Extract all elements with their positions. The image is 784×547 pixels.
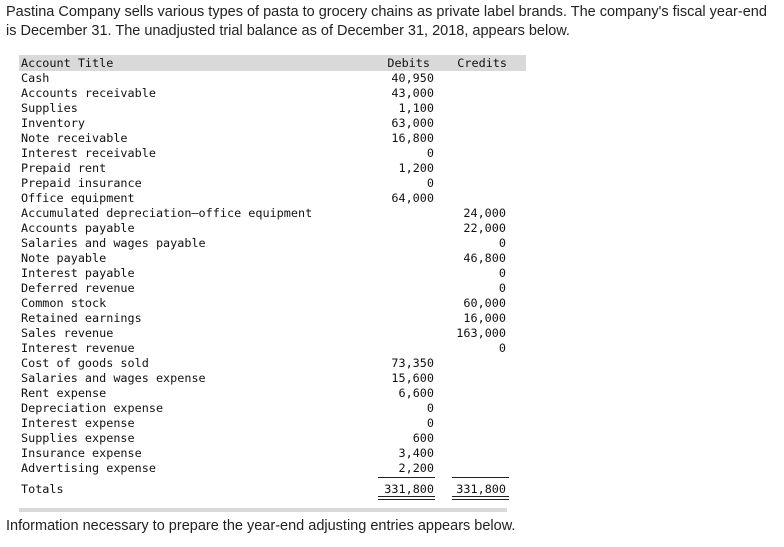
account-title-cell: Salaries and wages payable [21,236,206,250]
table-row [19,146,526,161]
credit-cell: 0 [498,266,506,280]
account-title-cell: Salaries and wages expense [21,371,206,385]
totals-credit: 331,800 [456,482,506,496]
table-row [19,221,526,236]
totals-row [19,478,526,500]
table-row [19,296,526,311]
table-row [19,71,526,86]
account-title-cell: Sales revenue [21,326,114,340]
table-row [19,161,526,176]
debit-cell: 1,100 [398,101,434,115]
account-title-cell: Advertising expense [21,461,156,475]
account-title-cell: Supplies expense [21,431,135,445]
debit-cell: 40,950 [391,71,434,85]
account-title-cell: Accounts receivable [21,86,156,100]
account-title-cell: Accumulated depreciation–office equipment [21,206,313,220]
totals-debit: 331,800 [384,482,434,496]
debit-cell: 0 [426,176,434,190]
debit-cell: 2,200 [398,461,434,475]
debit-cell: 600 [412,431,434,445]
debit-cell: 0 [426,401,434,415]
credit-cell: 22,000 [463,221,506,235]
credit-total-double-rule [452,496,509,500]
table-row [19,446,526,461]
account-title-cell: Interest receivable [21,146,156,160]
credit-cell: 16,000 [463,311,506,325]
debit-total-double-rule [378,496,435,500]
debit-subtotal-rule [378,477,435,478]
table-row [19,236,526,251]
header-account-title: Account Title [21,56,114,70]
credit-cell: 60,000 [463,296,506,310]
table-row [19,266,526,281]
table-row [19,191,526,206]
account-title-cell: Note receivable [21,131,128,145]
credit-cell: 0 [498,236,506,250]
table-row [19,176,526,191]
table-row [19,206,526,221]
account-title-cell: Rent expense [21,386,107,400]
debit-cell: 73,350 [391,356,434,370]
table-row [19,341,526,356]
table-row [19,311,526,326]
debit-cell: 63,000 [391,116,434,130]
account-title-cell: Common stock [21,296,107,310]
account-title-cell: Retained earnings [21,311,142,325]
account-title-cell: Depreciation expense [21,401,164,415]
table-row [19,251,526,266]
table-row [19,416,526,431]
credit-cell: 46,800 [463,251,506,265]
outro-paragraph: Information necessary to prepare the year-end adjusting entries appears below. [6,518,516,534]
header-debits: Debits [387,56,430,70]
table-row [19,326,526,341]
debit-cell: 64,000 [391,191,434,205]
account-title-cell: Interest expense [21,416,135,430]
table-row [19,356,526,371]
account-title-cell: Prepaid insurance [21,176,142,190]
table-row [19,101,526,116]
debit-cell: 0 [426,146,434,160]
debit-cell: 15,600 [391,371,434,385]
table-body [19,71,526,476]
account-title-cell: Cash [21,71,50,85]
debit-cell: 1,200 [398,161,434,175]
account-title-cell: Note payable [21,251,107,265]
account-title-cell: Accounts payable [21,221,135,235]
table-row [19,116,526,131]
intro-paragraph: Pastina Company sells various types of pasta to grocery chains as private label brands. The company's fiscal year-end is December 31. The unadjusted trial balance as of December 31, 2018, appears below. [6,4,767,39]
debit-cell: 6,600 [398,386,434,400]
account-title-cell: Supplies [21,101,78,115]
table-row [19,461,526,476]
debit-cell: 3,400 [398,446,434,460]
account-title-cell: Inventory [21,116,85,130]
account-title-cell: Cost of goods sold [21,356,149,370]
account-title-cell: Insurance expense [21,446,142,460]
credit-subtotal-rule [452,477,509,478]
debit-cell: 0 [426,416,434,430]
totals-label: Totals [21,482,64,496]
account-title-cell: Deferred revenue [21,281,135,295]
table-row [19,386,526,401]
trial-balance-table [19,55,526,500]
header-credits: Credits [457,56,507,70]
table-row [19,371,526,386]
credit-cell: 0 [498,341,506,355]
table-row [19,401,526,416]
account-title-cell: Interest revenue [21,341,135,355]
account-title-cell: Interest payable [21,266,135,280]
account-title-cell: Office equipment [21,191,135,205]
account-title-cell: Prepaid rent [21,161,107,175]
debit-cell: 43,000 [391,86,434,100]
table-row [19,281,526,296]
table-row [19,131,526,146]
table-footer-bar [19,508,507,512]
table-row [19,431,526,446]
debit-cell: 16,800 [391,131,434,145]
credit-cell: 0 [498,281,506,295]
table-header [19,55,526,71]
table-row [19,86,526,101]
credit-cell: 24,000 [463,206,506,220]
credit-cell: 163,000 [456,326,506,340]
